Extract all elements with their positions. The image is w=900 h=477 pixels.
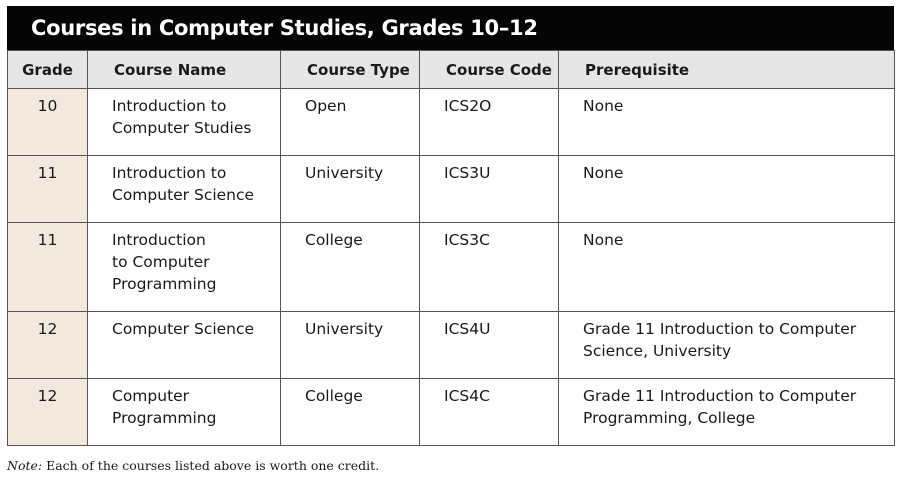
table-row bbox=[8, 89, 895, 156]
header-row bbox=[8, 51, 895, 89]
prerequisite-line: Grade 11 Introduction to Computer bbox=[583, 387, 857, 405]
table-title: Courses in Computer Studies, Grades 10–12 bbox=[7, 6, 894, 50]
prerequisite-cell bbox=[559, 312, 895, 379]
prerequisite-line: Grade 11 Introduction to Computer bbox=[583, 320, 857, 338]
prerequisite-cell: None bbox=[559, 223, 895, 312]
course-name-line: Computer Science bbox=[112, 186, 255, 204]
grade-cell: 11 bbox=[8, 223, 88, 312]
course-name-line: Computer Science bbox=[112, 320, 255, 338]
course-name-cell bbox=[88, 312, 281, 379]
course-type-cell: University bbox=[281, 312, 420, 379]
course-code-cell: ICS4U bbox=[420, 312, 559, 379]
course-name-line: Introduction to bbox=[112, 164, 227, 182]
prerequisite-line: Programming, College bbox=[583, 409, 756, 427]
table-row bbox=[8, 312, 895, 379]
column-header-prerequisite: Prerequisite bbox=[559, 51, 895, 89]
grade-cell: 12 bbox=[8, 379, 88, 446]
course-name-line: Computer Studies bbox=[112, 119, 252, 137]
course-code-cell: ICS4C bbox=[420, 379, 559, 446]
course-type-cell: College bbox=[281, 223, 420, 312]
column-header-course-name: Course Name bbox=[88, 51, 281, 89]
course-name-line: Computer bbox=[112, 387, 190, 405]
course-table-panel bbox=[7, 6, 894, 446]
course-code-cell: ICS3U bbox=[420, 156, 559, 223]
grade-cell: 11 bbox=[8, 156, 88, 223]
course-name-line: Introduction bbox=[112, 231, 206, 249]
course-code-cell: ICS2O bbox=[420, 89, 559, 156]
course-name-line: Programming bbox=[112, 409, 217, 427]
grade-cell: 10 bbox=[8, 89, 88, 156]
column-header-grade: Grade bbox=[8, 51, 88, 89]
table-row bbox=[8, 223, 895, 312]
course-type-cell: College bbox=[281, 379, 420, 446]
course-code-cell: ICS3C bbox=[420, 223, 559, 312]
course-type-cell: University bbox=[281, 156, 420, 223]
course-name-cell bbox=[88, 379, 281, 446]
grade-cell: 12 bbox=[8, 312, 88, 379]
course-name-line: Introduction to bbox=[112, 97, 227, 115]
note-label: Note: bbox=[7, 458, 43, 473]
column-header-course-code: Course Code bbox=[420, 51, 559, 89]
table-row bbox=[8, 156, 895, 223]
column-header-course-type: Course Type bbox=[281, 51, 420, 89]
course-name-line: to Computer bbox=[112, 253, 210, 271]
course-name-cell bbox=[88, 223, 281, 312]
prerequisite-cell: None bbox=[559, 156, 895, 223]
prerequisite-line: Science, University bbox=[583, 342, 732, 360]
course-name-cell bbox=[88, 89, 281, 156]
course-type-cell: Open bbox=[281, 89, 420, 156]
table-row bbox=[8, 379, 895, 446]
prerequisite-cell: None bbox=[559, 89, 895, 156]
course-name-cell bbox=[88, 156, 281, 223]
table-footnote bbox=[7, 458, 379, 473]
courses-table bbox=[7, 50, 895, 446]
prerequisite-cell bbox=[559, 379, 895, 446]
course-name-line: Programming bbox=[112, 275, 217, 293]
note-text: Each of the courses listed above is worth one credit. bbox=[42, 458, 380, 473]
